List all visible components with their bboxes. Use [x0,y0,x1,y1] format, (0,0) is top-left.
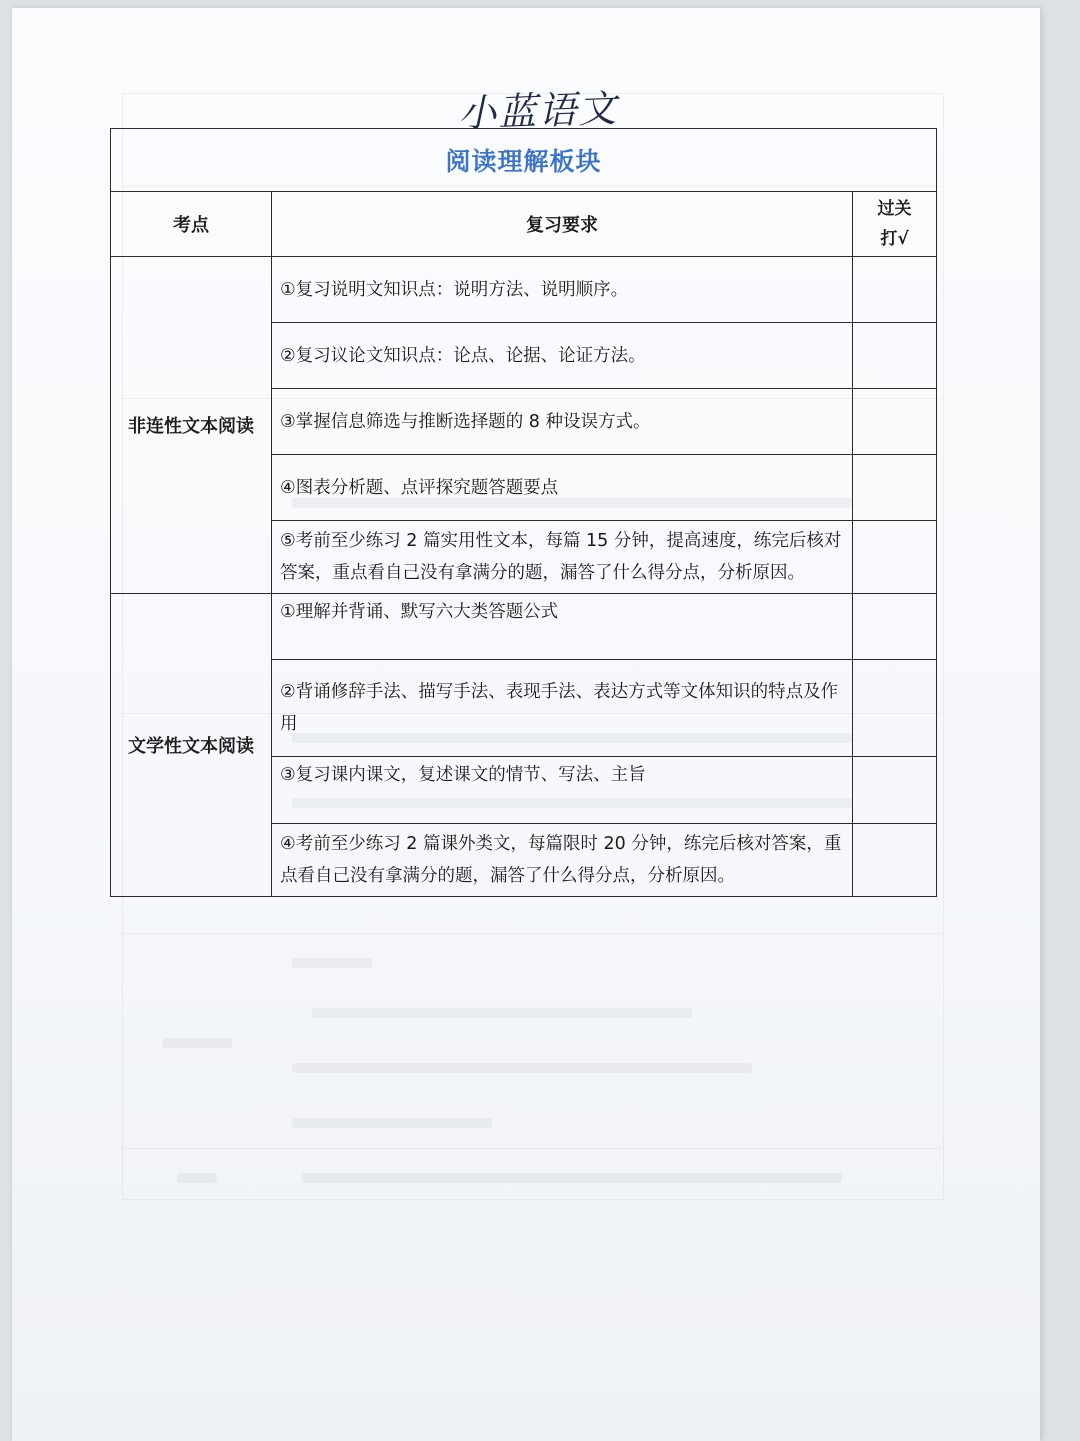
header-category: 考点 [111,192,272,257]
ghost-line [122,933,942,934]
requirement-cell: ①理解并背诵、默写六大类答题公式 [272,594,853,660]
paper-sheet [12,8,1040,1441]
ghost-text [312,1008,692,1018]
header-requirement: 复习要求 [272,192,853,257]
check-box-cell[interactable] [853,257,937,323]
requirement-cell: ①复习说明文知识点：说明方法、说明顺序。 [272,257,853,323]
header-check-line2: 打√ [880,229,909,249]
table-header-row [111,192,937,257]
category-cell: 非连性文本阅读 [111,257,272,594]
table-title: 阅读理解板块 [111,129,937,192]
requirement-cell: ②背诵修辞手法、描写手法、表现手法、表达方式等文体知识的特点及作用 [272,660,853,757]
header-check [853,192,937,257]
ghost-line [122,1148,942,1149]
requirement-cell: ②复习议论文知识点：论点、论据、论证方法。 [272,323,853,389]
check-box-cell[interactable] [853,824,937,897]
ghost-text [177,1173,217,1183]
reading-review-table [110,128,937,897]
requirement-cell: ③掌握信息筛选与推断选择题的 8 种设误方式。 [272,389,853,455]
requirement-cell: ④图表分析题、点评探究题答题要点 [272,455,853,521]
table-row [111,257,937,323]
check-box-cell[interactable] [853,757,937,824]
check-box-cell[interactable] [853,323,937,389]
ghost-text [162,1038,232,1048]
ghost-text [292,1063,752,1073]
requirement-cell: ③复习课内课文，复述课文的情节、写法、主旨 [272,757,853,824]
check-box-cell[interactable] [853,389,937,455]
check-box-cell[interactable] [853,455,937,521]
ghost-text [292,958,372,968]
requirement-cell: ⑤考前至少练习 2 篇实用性文本，每篇 15 分钟，提高速度，练完后核对答案，重点看自己没有拿满分的题，漏答了什么得分点，分析原因。 [272,521,853,594]
table-title-row [111,129,937,192]
ghost-text [292,1118,492,1128]
check-box-cell[interactable] [853,521,937,594]
category-cell: 文学性文本阅读 [111,594,272,897]
brand-signature: 小蓝语文 [457,86,619,136]
header-check-line1: 过关 [877,199,912,219]
check-box-cell[interactable] [853,594,937,660]
check-box-cell[interactable] [853,660,937,757]
requirement-cell: ④考前至少练习 2 篇课外类文，每篇限时 20 分钟，练完后核对答案，重点看自己没有拿满分的题，漏答了什么得分点，分析原因。 [272,824,853,897]
ghost-text [302,1173,842,1183]
table-row [111,594,937,660]
